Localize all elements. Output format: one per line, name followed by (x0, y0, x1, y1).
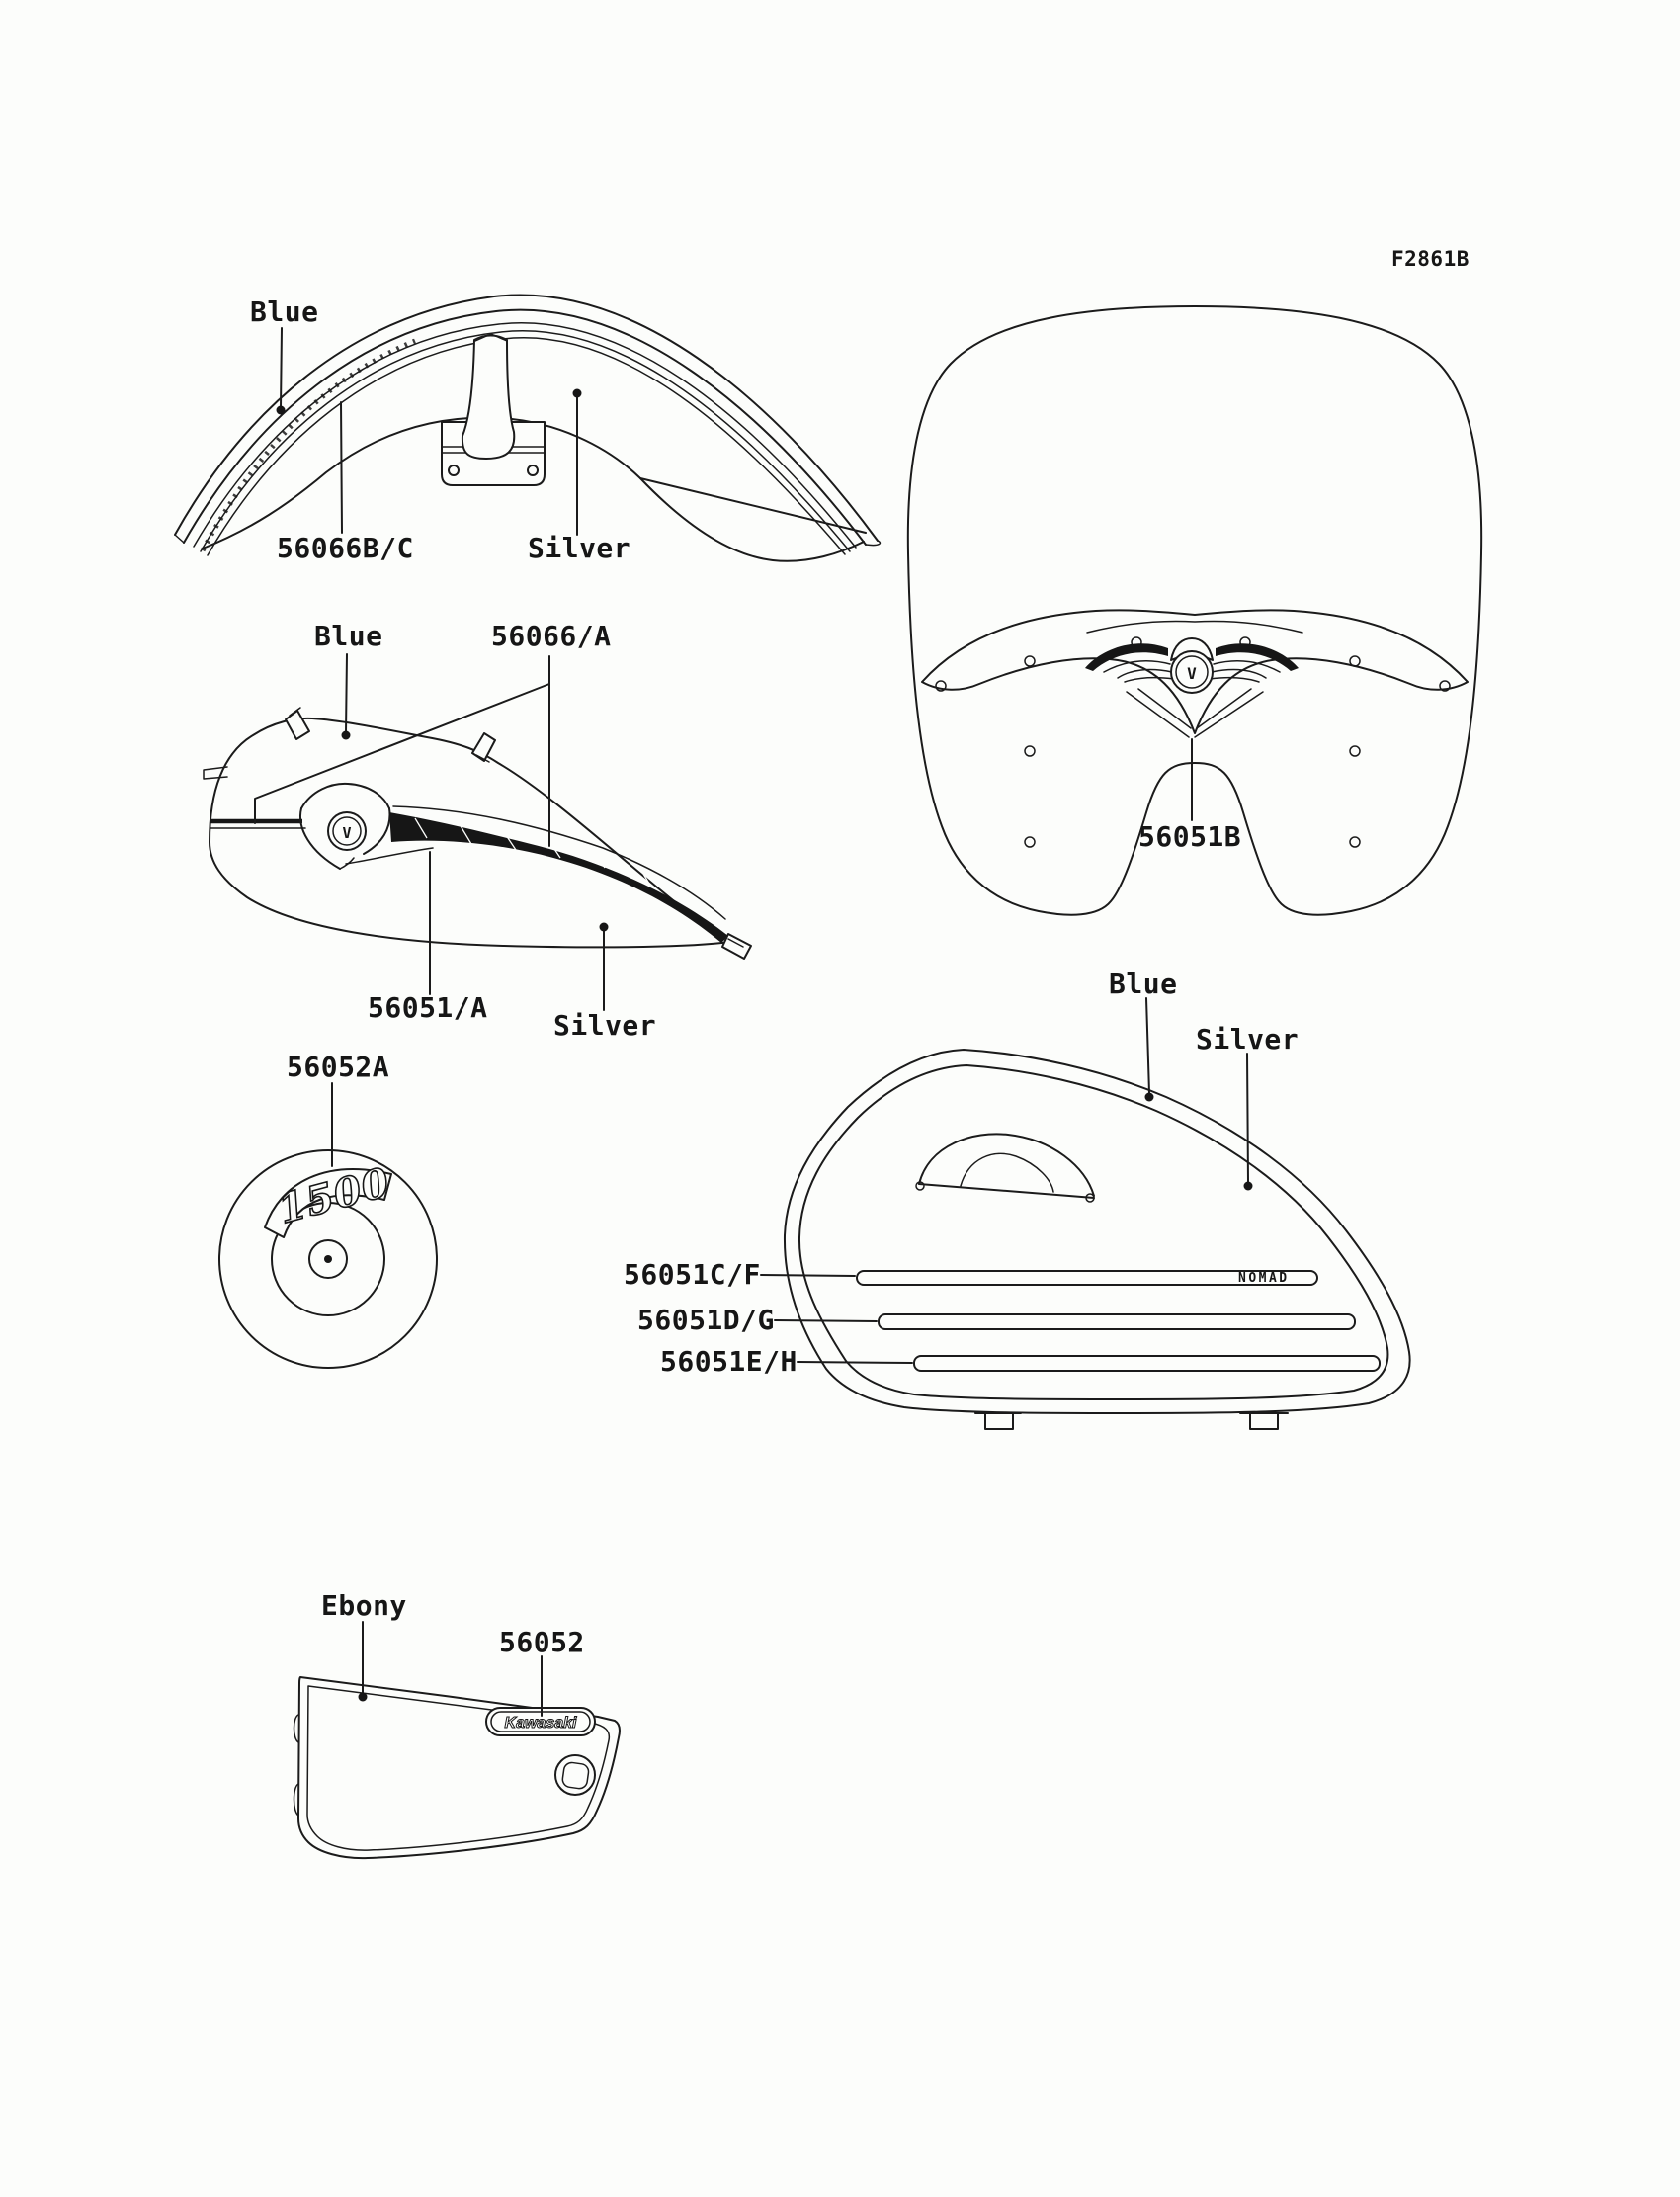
label-saddlebag-blue: Blue (1109, 968, 1178, 1000)
side-cover-drawing (294, 1677, 620, 1858)
label-air-cleaner-part: 56052A (287, 1051, 390, 1083)
label-tank-silver: Silver (553, 1009, 657, 1042)
label-fender-silver: Silver (528, 532, 631, 564)
label-tank-emblem-part: 56051/A (368, 991, 488, 1024)
kawasaki-badge-text: Kawasaki (504, 1715, 577, 1732)
air-cleaner-cover-drawing (219, 1150, 437, 1368)
label-tank-pinstripe-part: 56066/A (491, 620, 612, 652)
fuel-tank-drawing (204, 708, 751, 959)
label-saddlebag-stripe-bottom-part: 56051E/H (660, 1345, 798, 1378)
label-saddlebag-silver: Silver (1196, 1023, 1300, 1056)
windshield-v-emblem: V (1187, 664, 1197, 683)
label-side-cover-part: 56052 (499, 1626, 585, 1658)
page-code: F2861B (1391, 247, 1470, 271)
nomad-badge-text: NOMAD (1238, 1271, 1290, 1286)
label-tank-blue: Blue (314, 620, 383, 652)
saddlebag-drawing (785, 1050, 1410, 1429)
displacement-badge-text: 1500 (273, 1158, 395, 1233)
label-windshield-part: 56051B (1138, 820, 1242, 853)
label-fender-blue: Blue (250, 296, 319, 328)
tank-v-emblem: V (342, 824, 352, 842)
label-side-cover-ebony: Ebony (321, 1589, 407, 1622)
label-saddlebag-stripe-top-part: 56051C/F (624, 1258, 761, 1291)
label-fender-part: 56066B/C (277, 532, 414, 564)
label-saddlebag-stripe-middle-part: 56051D/G (637, 1304, 775, 1336)
